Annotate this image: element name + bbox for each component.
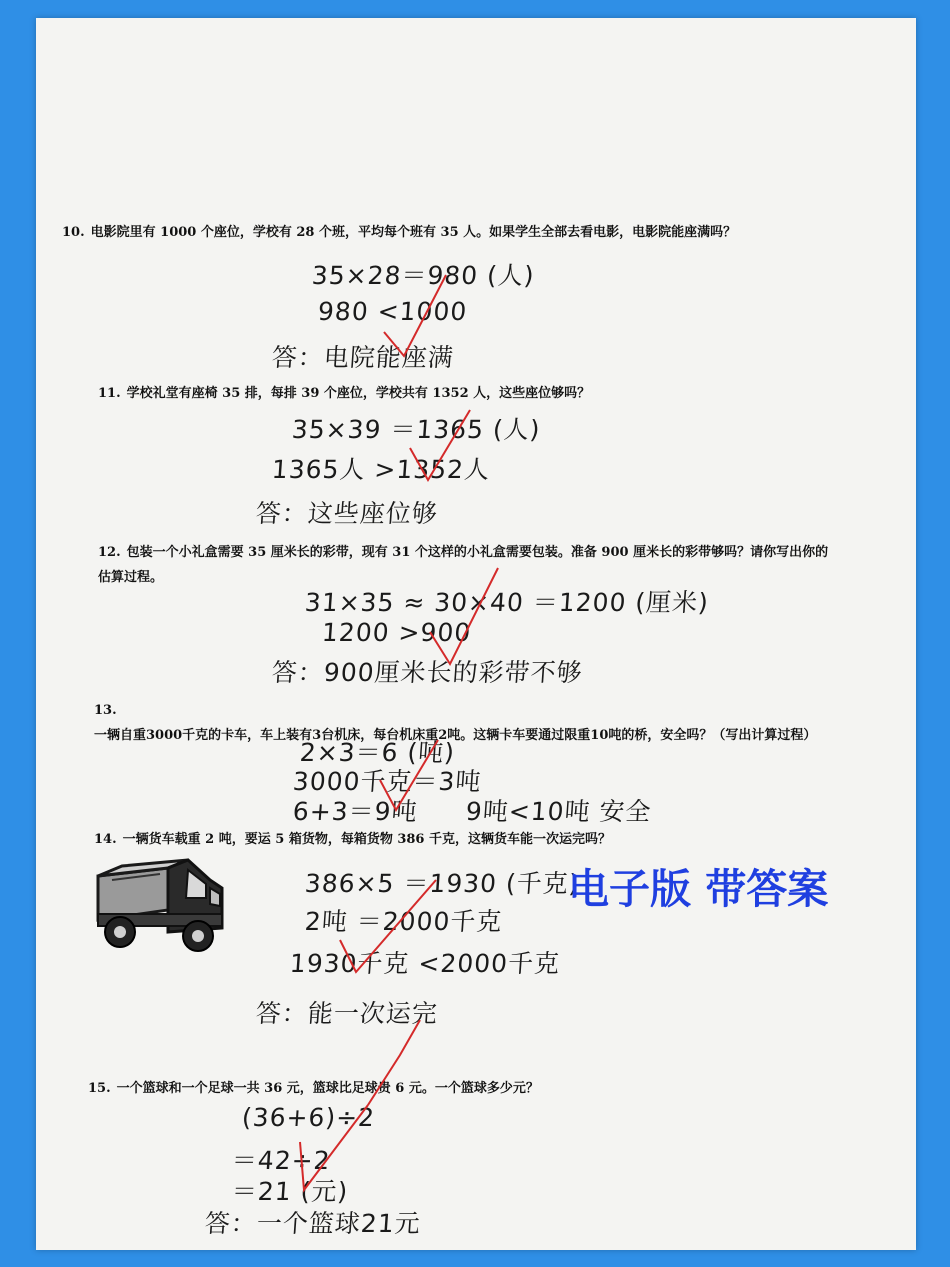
- problem-text: 一辆货车载重 2 吨，要运 5 箱货物，每箱货物 386 千克，这辆货车能一次运完吗？: [122, 832, 612, 847]
- answer-line: 980 <1000: [316, 297, 469, 326]
- problem-11: [98, 381, 888, 406]
- answer-conclusion: 9吨<10吨 安全: [464, 797, 653, 826]
- answer-line: 2×3＝6 (吨): [298, 738, 457, 767]
- problem-number: 14.: [94, 832, 117, 847]
- problem-text: 一个篮球和一个足球一共 36 元，篮球比足球贵 6 元。一个篮球多少元？: [116, 1081, 539, 1096]
- badge-label: 电子版 带答案: [568, 865, 829, 913]
- answer-sentence: 答：这些座位够: [254, 499, 439, 528]
- problem-text: 电影院里有 1000 个座位，学校有 28 个班，平均每个班有 35 人。如果学生全部去看电影，电影院能座满吗？: [90, 225, 737, 240]
- answer-line: 1930千克 <2000千克: [288, 949, 562, 978]
- problem-number: 10.: [62, 225, 85, 240]
- problem-text: 一辆自重3000千克的卡车，车上装有3台机床，每台机床重2吨。这辆卡车要通过限重10吨的桥，安全吗？（写出计算过程）: [94, 728, 817, 743]
- answer-sentence: 答：能一次运完: [254, 999, 439, 1028]
- answer-line: 35×28＝980 (人): [310, 261, 536, 290]
- problem-10: [62, 220, 852, 245]
- answer-line: ＝21 (元): [230, 1177, 350, 1206]
- problem-text: 学校礼堂有座椅 35 排，每排 39 个座位，学校共有 1352 人，这些座位够吗？: [126, 386, 591, 401]
- problem-number: 12.: [98, 545, 121, 560]
- answer-line: 35×39 ＝1365 (人): [290, 415, 542, 444]
- answer-sentence: 答：电院能座满: [270, 343, 455, 372]
- truck-illustration: [60, 840, 235, 960]
- answer-line: (36+6)÷2: [240, 1103, 377, 1132]
- answer-line: ＝42÷2: [230, 1146, 332, 1175]
- problem-text: 包装一个小礼盒需要 35 厘米长的彩带，现有 31 个这样的小礼盒需要包装。准备 900 厘米长的彩带够吗？请你写出你的估算过程。: [98, 545, 829, 585]
- answer-line: 6+3＝9吨: [291, 797, 419, 826]
- answer-sentence: 答：900厘米长的彩带不够: [270, 658, 584, 687]
- answer-line: 1200 >900: [320, 618, 473, 647]
- problem-13: [94, 698, 839, 748]
- problem-number: 11.: [98, 386, 121, 401]
- problem-15: [88, 1076, 878, 1101]
- answer-line: 3000千克＝3吨: [291, 767, 483, 796]
- answer-sentence: 答：一个篮球21元: [203, 1209, 422, 1238]
- problem-number: 15.: [88, 1081, 111, 1096]
- problem-number: 13.: [94, 703, 117, 718]
- answer-line: 31×35 ≈ 30×40 ＝1200 (厘米): [303, 588, 710, 617]
- answer-line: 2吨 ＝2000千克: [303, 907, 504, 936]
- answer-line: 1365人 >1352人: [270, 455, 492, 484]
- worksheet-paper: [36, 18, 916, 1250]
- answer-line: 386×5 ＝1930 (千克): [303, 869, 581, 898]
